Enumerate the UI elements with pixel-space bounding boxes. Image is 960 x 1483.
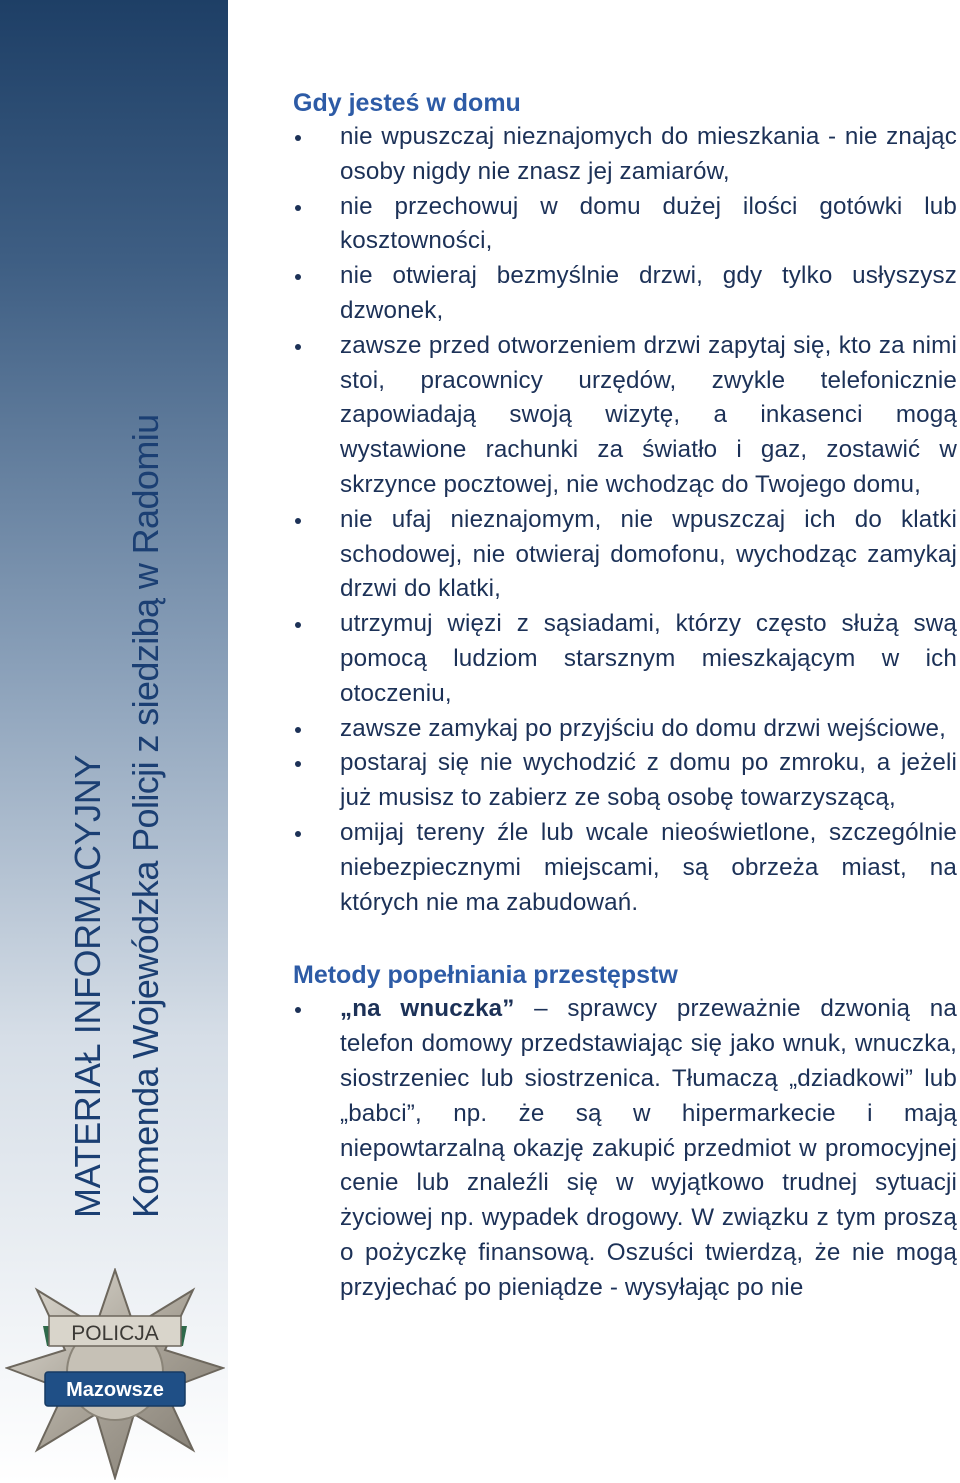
section-title-methods: Metody popełniania przestępstw: [293, 961, 678, 990]
methods-list: [293, 992, 957, 1305]
section-title-home: Gdy jesteś w domu: [293, 89, 521, 117]
list-item: omijaj tereny źle lub wcale nieoświetlone, szczególnie niebezpiecznymi miejscami, są obrzeża miast, na których nie ma zabudowań.: [293, 816, 957, 920]
main-content: [293, 86, 957, 1306]
method-description: – sprawcy przeważnie dzwonią na telefon domowy przedstawiając się jako wnuk, wnuczka, siostrzeniec lub siostrzenica. Tłumaczą „dziadkowi” lub „babci”, np. że są w hipermarkecie i mają niepowtarzalną okazję zakupić przedmiot w promocyjnej cenie lub znaleźli się w wyjątkowo trudnej sytuacji życiowej np. wypadek drogowy. W związku z tym proszą o pożyczkę finansową. Oszuści twierdzą, że nie mogą przyjechać po pieniądze - wysyłając po nie: [340, 995, 957, 1301]
sidebar-title: MATERIAŁ INFORMACYJNY: [67, 755, 108, 1218]
home-safety-list: [293, 120, 957, 920]
list-item: [293, 992, 957, 1305]
sidebar-subtitle: Komenda Wojewódzka Policji z siedzibą w Radomiu: [125, 414, 166, 1218]
list-item: utrzymuj więzi z sąsiadami, którzy często służą swą pomocą ludziom starsznym mieszkającym w ich otoczeniu,: [293, 607, 957, 711]
list-item: nie otwieraj bezmyślnie drzwi, gdy tylko usłyszysz dzwonek,: [293, 259, 957, 329]
svg-text:Mazowsze: Mazowsze: [66, 1379, 164, 1401]
list-item: postaraj się nie wychodzić z domu po zmroku, a jeżeli już musisz to zabierz ze sobą osobę towarzyszącą,: [293, 746, 957, 816]
police-star-badge-icon: [5, 1268, 225, 1480]
list-item: zawsze przed otworzeniem drzwi zapytaj się, kto za nimi stoi, pracownicy urzędów, zwykle telefonicznie zapowiadają swoją wizytę, a inkasenci mogą wystawione rachunki za światło i gaz, zostawić w skrzynce pocztowej, nie wchodząc do Twojego domu,: [293, 329, 957, 503]
list-item: nie ufaj nieznajomym, nie wpuszczaj ich do klatki schodowej, nie otwieraj domofonu, wychodząc zamykaj drzwi do klatki,: [293, 503, 957, 607]
method-name: „na wnuczka”: [340, 995, 515, 1023]
list-item: zawsze zamykaj po przyjściu do domu drzwi wejściowe,: [293, 712, 957, 747]
list-item: nie przechowuj w domu dużej ilości gotówki lub kosztowności,: [293, 190, 957, 260]
sidebar: [0, 0, 228, 1483]
list-item: nie wpuszczaj nieznajomych do mieszkania - nie znając osoby nigdy nie znasz jej zamiarów,: [293, 120, 957, 190]
svg-text:POLICJA: POLICJA: [71, 1322, 159, 1345]
